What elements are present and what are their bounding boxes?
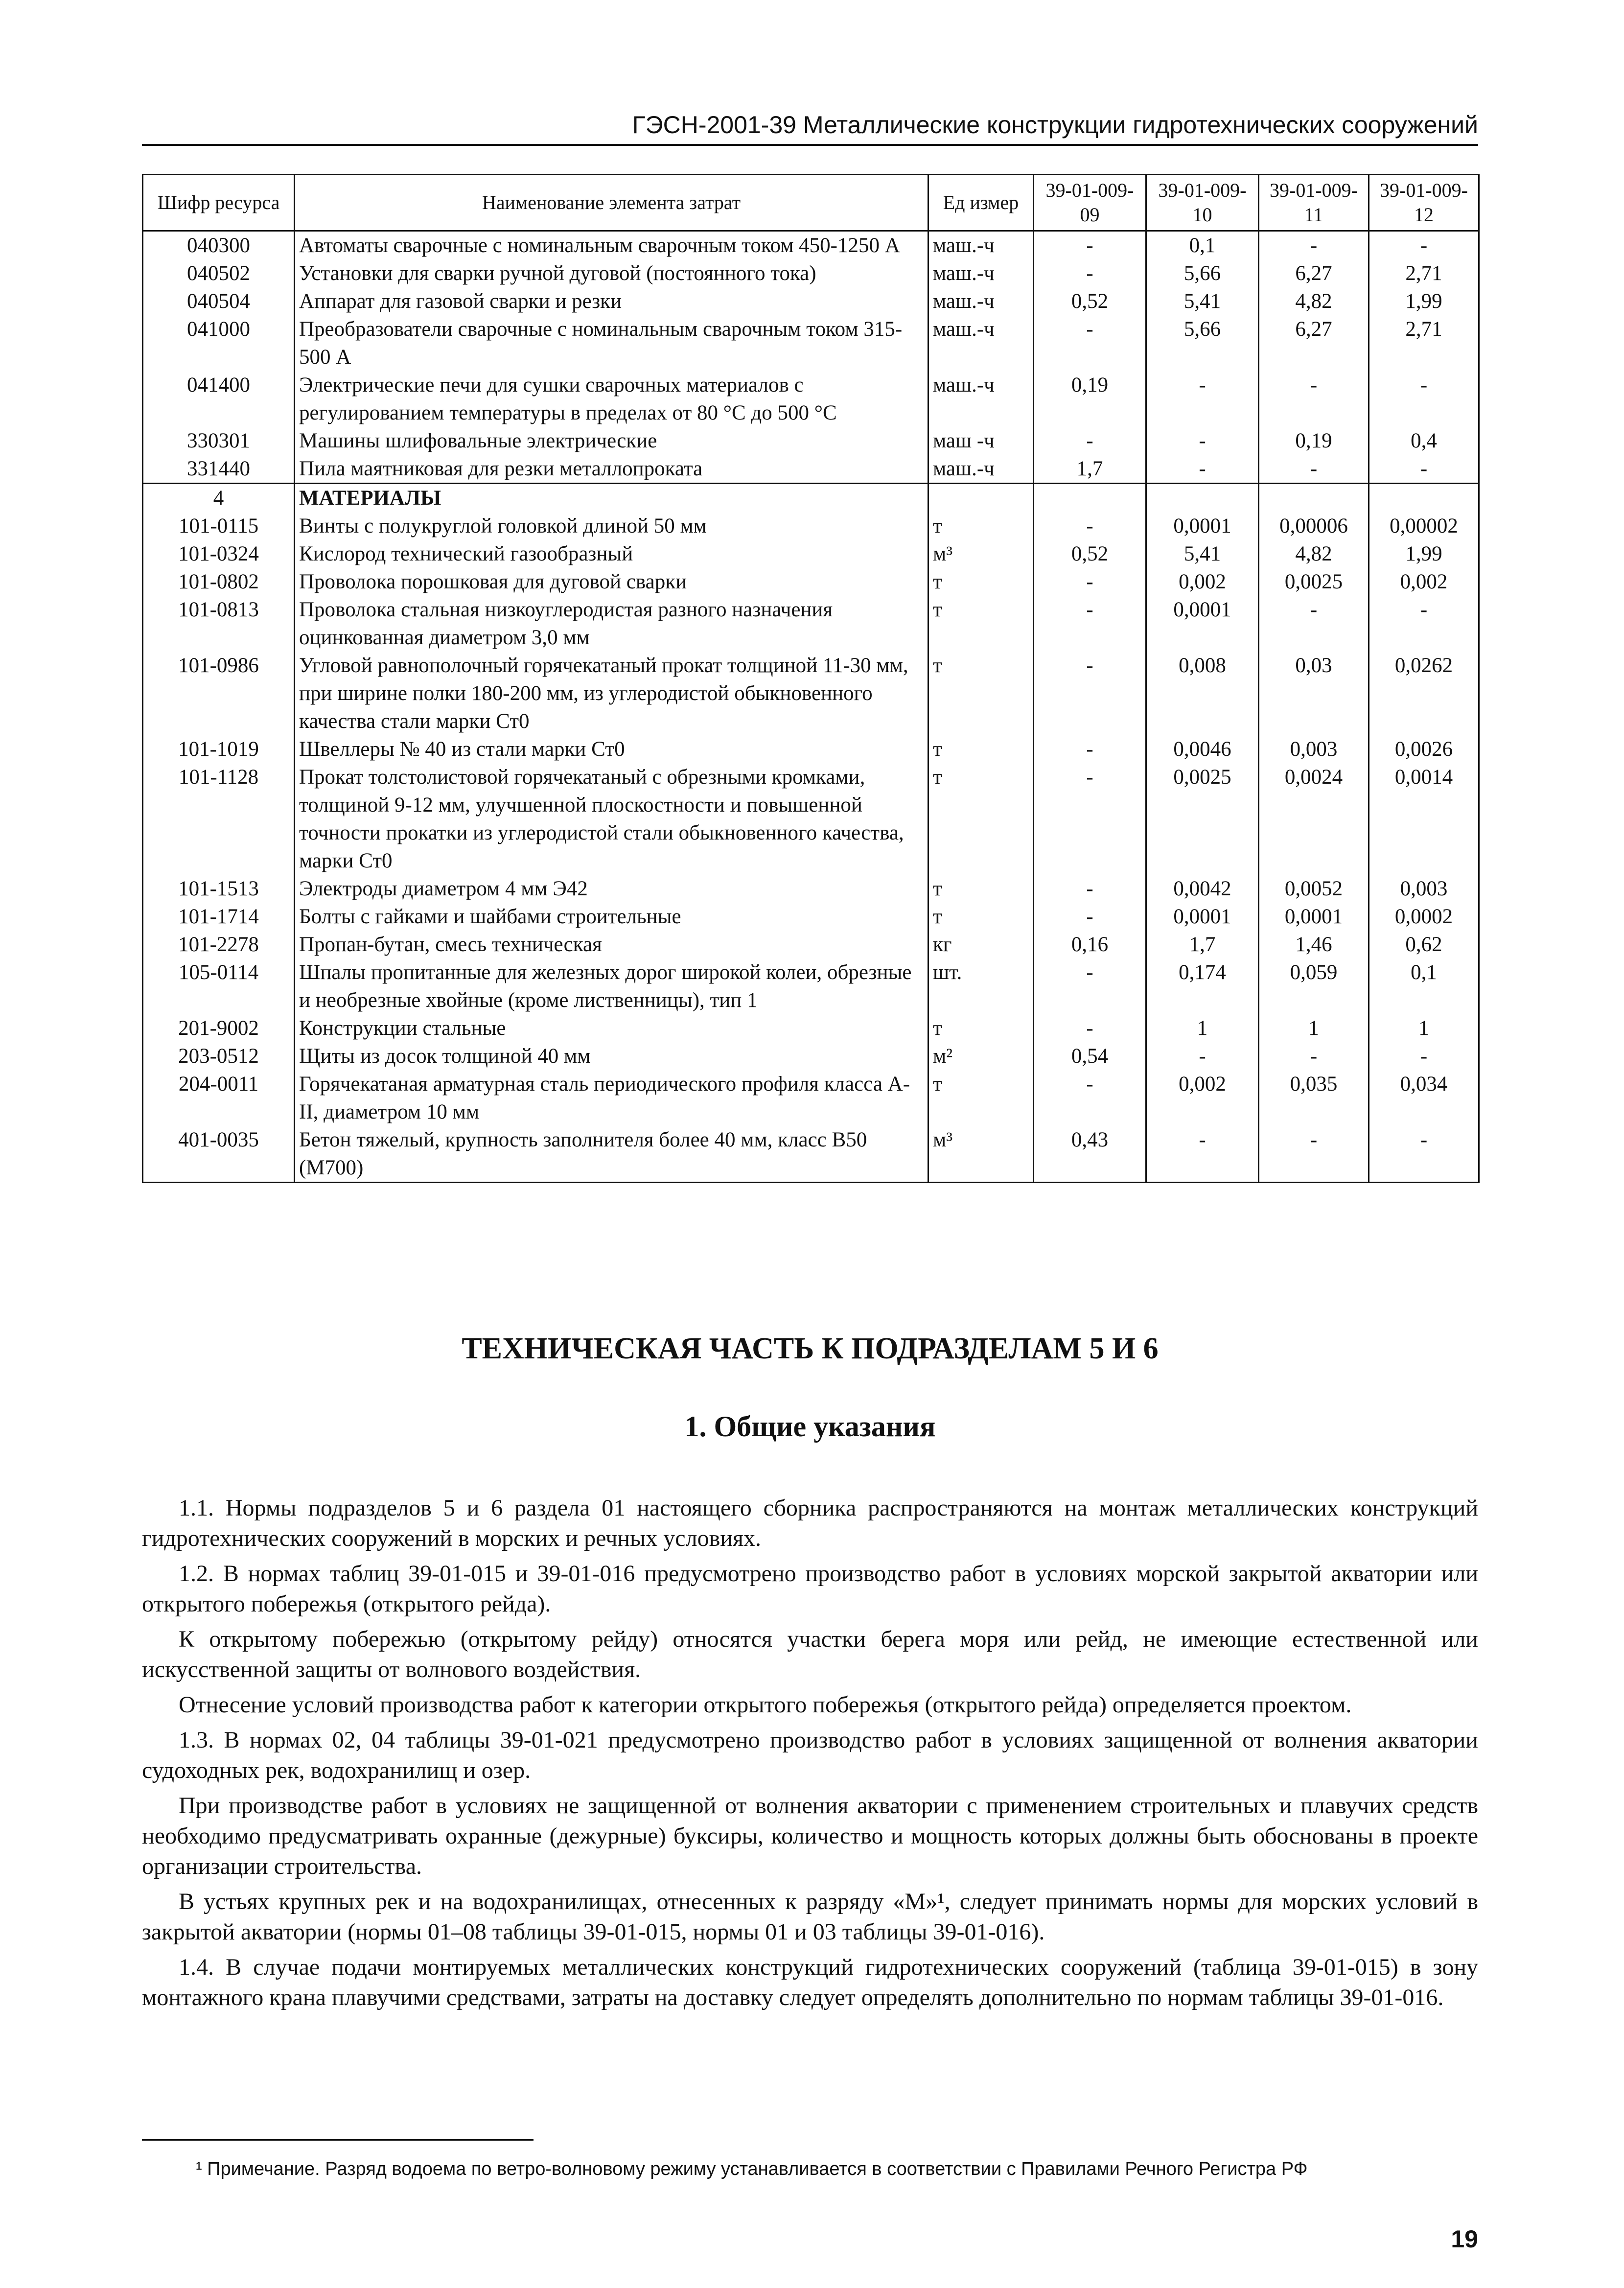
norm-value-cell: - [1034,315,1146,371]
resource-name-cell: Горячекатаная арматурная сталь периодического профиля класса А-II, диаметром 10 мм [295,1070,928,1126]
unit-cell: т [928,652,1034,735]
resource-name-cell: Электрические печи для сушки сварочных материалов с регулированием температуры в пределах от 80 °С до 500 °С [295,371,928,427]
table-row [143,1126,1479,1183]
resource-code-cell: 040502 [143,259,295,287]
paragraph: В устьях крупных рек и на водохранилищах, отнесенных к разряду «М»¹, следует принимать нормы для морских условий в закрытой акватории (нормы 01–08 таблицы 39-01-015, нормы 01 и 03 таблицы 39-01-016). [142,1889,1478,1945]
resource-name-cell: Пропан-бутан, смесь техническая [295,931,928,958]
unit-cell: маш.-ч [928,259,1034,287]
norm-value-cell: 0,059 [1259,958,1369,1014]
table-row [143,455,1479,484]
norm-value-cell: 0,54 [1034,1042,1146,1070]
resource-name-cell: Щиты из досок толщиной 40 мм [295,1042,928,1070]
resource-code-cell: 041400 [143,371,295,427]
norm-value-cell: 4,82 [1259,540,1369,568]
norm-value-cell: - [1259,596,1369,652]
norm-value-cell: 0,52 [1034,540,1146,568]
norm-value-cell: 0,0262 [1369,652,1479,735]
unit-cell: кг [928,931,1034,958]
table-row [143,903,1479,931]
table-row [143,958,1479,1014]
norm-value-cell: 0,1 [1146,231,1259,260]
norm-value-cell: 0,0024 [1259,763,1369,875]
resource-name-cell: Аппарат для газовой сварки и резки [295,287,928,315]
norm-value-cell: 1,99 [1369,287,1479,315]
resource-name-cell: Швеллеры № 40 из стали марки Ст0 [295,735,928,763]
unit-cell: т [928,735,1034,763]
unit-cell [928,484,1034,513]
norm-value-cell: 1,46 [1259,931,1369,958]
unit-cell: т [928,596,1034,652]
table-row [143,540,1479,568]
norm-value-cell: 5,41 [1146,540,1259,568]
norm-value-cell: - [1034,958,1146,1014]
norm-value-cell: 0,0001 [1146,903,1259,931]
resource-code-cell: 101-0324 [143,540,295,568]
resource-name-cell: Пила маятниковая для резки металлопроката [295,455,928,484]
table-row [143,259,1479,287]
norm-value-cell [1259,484,1369,513]
table-row [143,1070,1479,1126]
resource-name-cell: Проволока порошковая для дуговой сварки [295,568,928,596]
resource-code-cell: 204-0011 [143,1070,295,1126]
norm-value-cell: - [1034,1070,1146,1126]
column-header: Шифр ресурса [143,175,295,231]
body-text [142,1493,1478,2018]
resource-code-cell: 101-0986 [143,652,295,735]
resource-name-cell: Машины шлифовальные электрические [295,427,928,455]
subsection-title: 1. Общие указания [684,1410,936,1443]
norm-value-cell: - [1034,652,1146,735]
paragraph: К открытому побережью (открытому рейду) относятся участки берега моря или рейд, не имеющие естественной или искусственной защиты от волнового воздействия. [142,1626,1478,1682]
norm-value-cell: - [1034,427,1146,455]
norm-value-cell: 0,16 [1034,931,1146,958]
norm-value-cell: 6,27 [1259,259,1369,287]
column-header: 39-01-009-11 [1259,175,1369,231]
column-header: 39-01-009-09 [1034,175,1146,231]
norm-value-cell: - [1034,231,1146,260]
paragraph: При производстве работ в условиях не защищенной от волнения акватории с применением строительных и плавучих средств необходимо предусматривать охранные (дежурные) буксиры, количество и мощность которых должны быть обоснованы в проекте организации строительства. [142,1793,1478,1879]
resource-name-cell: Болты с гайками и шайбами строительные [295,903,928,931]
norm-value-cell: 0,4 [1369,427,1479,455]
resource-code-cell: 101-1128 [143,763,295,875]
norm-value-cell: 0,034 [1369,1070,1479,1126]
norm-value-cell: - [1259,455,1369,484]
table-row [143,652,1479,735]
norm-value-cell: 4,82 [1259,287,1369,315]
page-number: 19 [1451,2225,1478,2253]
norm-value-cell: 0,0001 [1146,512,1259,540]
unit-cell: т [928,875,1034,903]
norm-value-cell: - [1259,1042,1369,1070]
table-body [143,231,1479,1183]
resource-name-cell: Установки для сварки ручной дуговой (постоянного тока) [295,259,928,287]
norm-value-cell: 0,1 [1369,958,1479,1014]
resource-name-cell: Кислород технический газообразный [295,540,928,568]
norm-value-cell: 0,003 [1369,875,1479,903]
table-row [143,931,1479,958]
resource-name-cell: Бетон тяжелый, крупность заполнителя более 40 мм, класс В50 (М700) [295,1126,928,1183]
norm-value-cell: - [1369,1126,1479,1183]
norm-value-cell: 0,0001 [1146,596,1259,652]
table-row [143,763,1479,875]
unit-cell: маш.-ч [928,371,1034,427]
resource-code-cell: 040300 [143,231,295,260]
norm-value-cell: 0,19 [1034,371,1146,427]
footnote-divider [142,2139,534,2141]
norm-value-cell: 0,03 [1259,652,1369,735]
norm-value-cell: 6,27 [1259,315,1369,371]
norm-value-cell: 1,99 [1369,540,1479,568]
resource-name-cell: Электроды диаметром 4 мм Э42 [295,875,928,903]
resource-name-cell: Угловой равнополочный горячекатаный прокат толщиной 11-30 мм, при ширине полки 180-200 мм, из углеродистой обыкновенного качества стали марки Ст0 [295,652,928,735]
norm-value-cell: - [1034,903,1146,931]
resource-code-cell: 041000 [143,315,295,371]
norm-value-cell: - [1146,455,1259,484]
column-header: 39-01-009-12 [1369,175,1479,231]
resource-code-cell: 101-1019 [143,735,295,763]
resource-name-cell: МАТЕРИАЛЫ [295,484,928,513]
norm-value-cell [1146,484,1259,513]
norm-value-cell: 0,0042 [1146,875,1259,903]
norm-value-cell [1369,484,1479,513]
norm-value-cell: 0,00006 [1259,512,1369,540]
resource-code-cell: 101-0115 [143,512,295,540]
norm-value-cell: - [1146,427,1259,455]
resource-code-cell: 331440 [143,455,295,484]
norm-value-cell: 1 [1259,1014,1369,1042]
section-title: ТЕХНИЧЕСКАЯ ЧАСТЬ К ПОДРАЗДЕЛАМ 5 И 6 [462,1332,1159,1365]
norm-value-cell: 2,71 [1369,315,1479,371]
resource-code-cell: 101-1513 [143,875,295,903]
table-row [143,1014,1479,1042]
norm-value-cell: - [1034,763,1146,875]
column-header: Наименование элемента затрат [295,175,928,231]
table-row [143,596,1479,652]
paragraph: 1.1. Нормы подразделов 5 и 6 раздела 01 настоящего сборника распространяются на монтаж металлических конструкций гидротехнических сооружений в морских и речных условиях. [142,1495,1478,1551]
norm-value-cell: 0,003 [1259,735,1369,763]
resource-name-cell: Шпалы пропитанные для железных дорог широкой колеи, обрезные и необрезные хвойные (кроме лиственницы), тип 1 [295,958,928,1014]
paragraph: 1.4. В случае подачи монтируемых металлических конструкций гидротехнических сооружений (таблица 39-01-015) в зону монтажного крана плавучими средствами, затраты на доставку следует определять дополнительно по нормам таблицы 39-01-016. [142,1954,1478,2010]
norm-value-cell: - [1369,371,1479,427]
norm-value-cell [1034,484,1146,513]
resource-code-cell: 101-1714 [143,903,295,931]
norm-value-cell: 0,002 [1146,568,1259,596]
resource-code-cell: 330301 [143,427,295,455]
resource-code-cell: 203-0512 [143,1042,295,1070]
table-header-row [143,175,1479,231]
unit-cell: маш.-ч [928,287,1034,315]
table-row [143,735,1479,763]
unit-cell: шт. [928,958,1034,1014]
norm-value-cell: 5,66 [1146,259,1259,287]
norm-value-cell: - [1369,596,1479,652]
table-section-row [143,484,1479,513]
table-row [143,427,1479,455]
table-row [143,231,1479,260]
norm-value-cell: - [1034,596,1146,652]
norm-value-cell: 0,174 [1146,958,1259,1014]
unit-cell: м² [928,1042,1034,1070]
resource-name-cell: Автоматы сварочные с номинальным сварочным током 450-1250 А [295,231,928,260]
norm-value-cell: 0,52 [1034,287,1146,315]
resource-code-cell: 040504 [143,287,295,315]
resource-code-cell: 4 [143,484,295,513]
norm-value-cell: 0,0014 [1369,763,1479,875]
resource-code-cell: 401-0035 [143,1126,295,1183]
norm-value-cell: - [1146,371,1259,427]
page-header: ГЭСН-2001-39 Металлические конструкции гидротехнических сооружений [142,111,1478,146]
resource-table [142,174,1480,1183]
norm-value-cell: 0,0052 [1259,875,1369,903]
norm-value-cell: - [1369,231,1479,260]
norm-value-cell: - [1034,1014,1146,1042]
norm-value-cell: 1 [1369,1014,1479,1042]
resource-name-cell: Преобразователи сварочные с номинальным сварочным током 315-500 А [295,315,928,371]
norm-value-cell: - [1369,1042,1479,1070]
norm-value-cell: - [1034,512,1146,540]
norm-value-cell: 0,002 [1146,1070,1259,1126]
norm-value-cell: 0,0025 [1259,568,1369,596]
unit-cell: маш.-ч [928,315,1034,371]
resource-name-cell: Проволока стальная низкоуглеродистая разного назначения оцинкованная диаметром 3,0 мм [295,596,928,652]
norm-value-cell: 0,008 [1146,652,1259,735]
norm-value-cell: 0,0046 [1146,735,1259,763]
resource-name-cell: Конструкции стальные [295,1014,928,1042]
table-row [143,1042,1479,1070]
norm-value-cell: 1 [1146,1014,1259,1042]
table-row [143,315,1479,371]
norm-value-cell: 0,0025 [1146,763,1259,875]
norm-value-cell: 0,002 [1369,568,1479,596]
unit-cell: т [928,568,1034,596]
unit-cell: т [928,512,1034,540]
norm-value-cell: 0,035 [1259,1070,1369,1126]
paragraph: Отнесение условий производства работ к категории открытого побережья (открытого рейда) определяется проектом. [179,1692,1352,1718]
paragraph: 1.3. В нормах 02, 04 таблицы 39-01-021 предусмотрено производство работ в условиях защищенной от волнения акватории судоходных рек, водохранилищ и озер. [142,1727,1478,1783]
resource-name-cell: Прокат толстолистовой горячекатаный с обрезными кромками, толщиной 9-12 мм, улучшенной плоскостности и повышенной точности прокатки из углеродистой стали обыкновенного качества, марки Ст0 [295,763,928,875]
unit-cell: маш.-ч [928,231,1034,260]
table-row [143,287,1479,315]
norm-value-cell: 0,19 [1259,427,1369,455]
column-header: 39-01-009-10 [1146,175,1259,231]
unit-cell: т [928,1014,1034,1042]
unit-cell: т [928,903,1034,931]
resource-code-cell: 105-0114 [143,958,295,1014]
norm-value-cell: - [1034,735,1146,763]
footnote: ¹ Примечание. Разряд водоема по ветро-волновому режиму устанавливается в соответствии с Правилами Речного Регистра РФ [196,2159,1308,2179]
norm-value-cell: 0,0001 [1259,903,1369,931]
unit-cell: маш.-ч [928,455,1034,484]
table-row [143,875,1479,903]
norm-value-cell: 5,41 [1146,287,1259,315]
resource-name-cell: Винты с полукруглой головкой длиной 50 мм [295,512,928,540]
resource-code-cell: 101-0813 [143,596,295,652]
unit-cell: м³ [928,1126,1034,1183]
unit-cell: м³ [928,540,1034,568]
paragraph: 1.2. В нормах таблиц 39-01-015 и 39-01-016 предусмотрено производство работ в условиях морской закрытой акватории или открытого побережья (открытого рейда). [142,1561,1478,1617]
unit-cell: маш -ч [928,427,1034,455]
norm-value-cell: - [1259,371,1369,427]
norm-value-cell: - [1259,231,1369,260]
norm-value-cell: 0,00002 [1369,512,1479,540]
norm-value-cell: - [1146,1042,1259,1070]
norm-value-cell: - [1034,875,1146,903]
resource-code-cell: 201-9002 [143,1014,295,1042]
table-row [143,371,1479,427]
norm-value-cell: 0,43 [1034,1126,1146,1183]
unit-cell: т [928,1070,1034,1126]
norm-value-cell: - [1369,455,1479,484]
norm-value-cell: 0,0002 [1369,903,1479,931]
norm-value-cell: 1,7 [1146,931,1259,958]
norm-value-cell: 2,71 [1369,259,1479,287]
norm-value-cell: - [1034,259,1146,287]
norm-value-cell: 0,0026 [1369,735,1479,763]
resource-code-cell: 101-2278 [143,931,295,958]
norm-value-cell: - [1034,568,1146,596]
norm-value-cell: 5,66 [1146,315,1259,371]
norm-value-cell: 1,7 [1034,455,1146,484]
norm-value-cell: 0,62 [1369,931,1479,958]
table-row [143,512,1479,540]
column-header: Ед измер [928,175,1034,231]
unit-cell: т [928,763,1034,875]
table-row [143,568,1479,596]
norm-value-cell: - [1259,1126,1369,1183]
resource-code-cell: 101-0802 [143,568,295,596]
norm-value-cell: - [1146,1126,1259,1183]
